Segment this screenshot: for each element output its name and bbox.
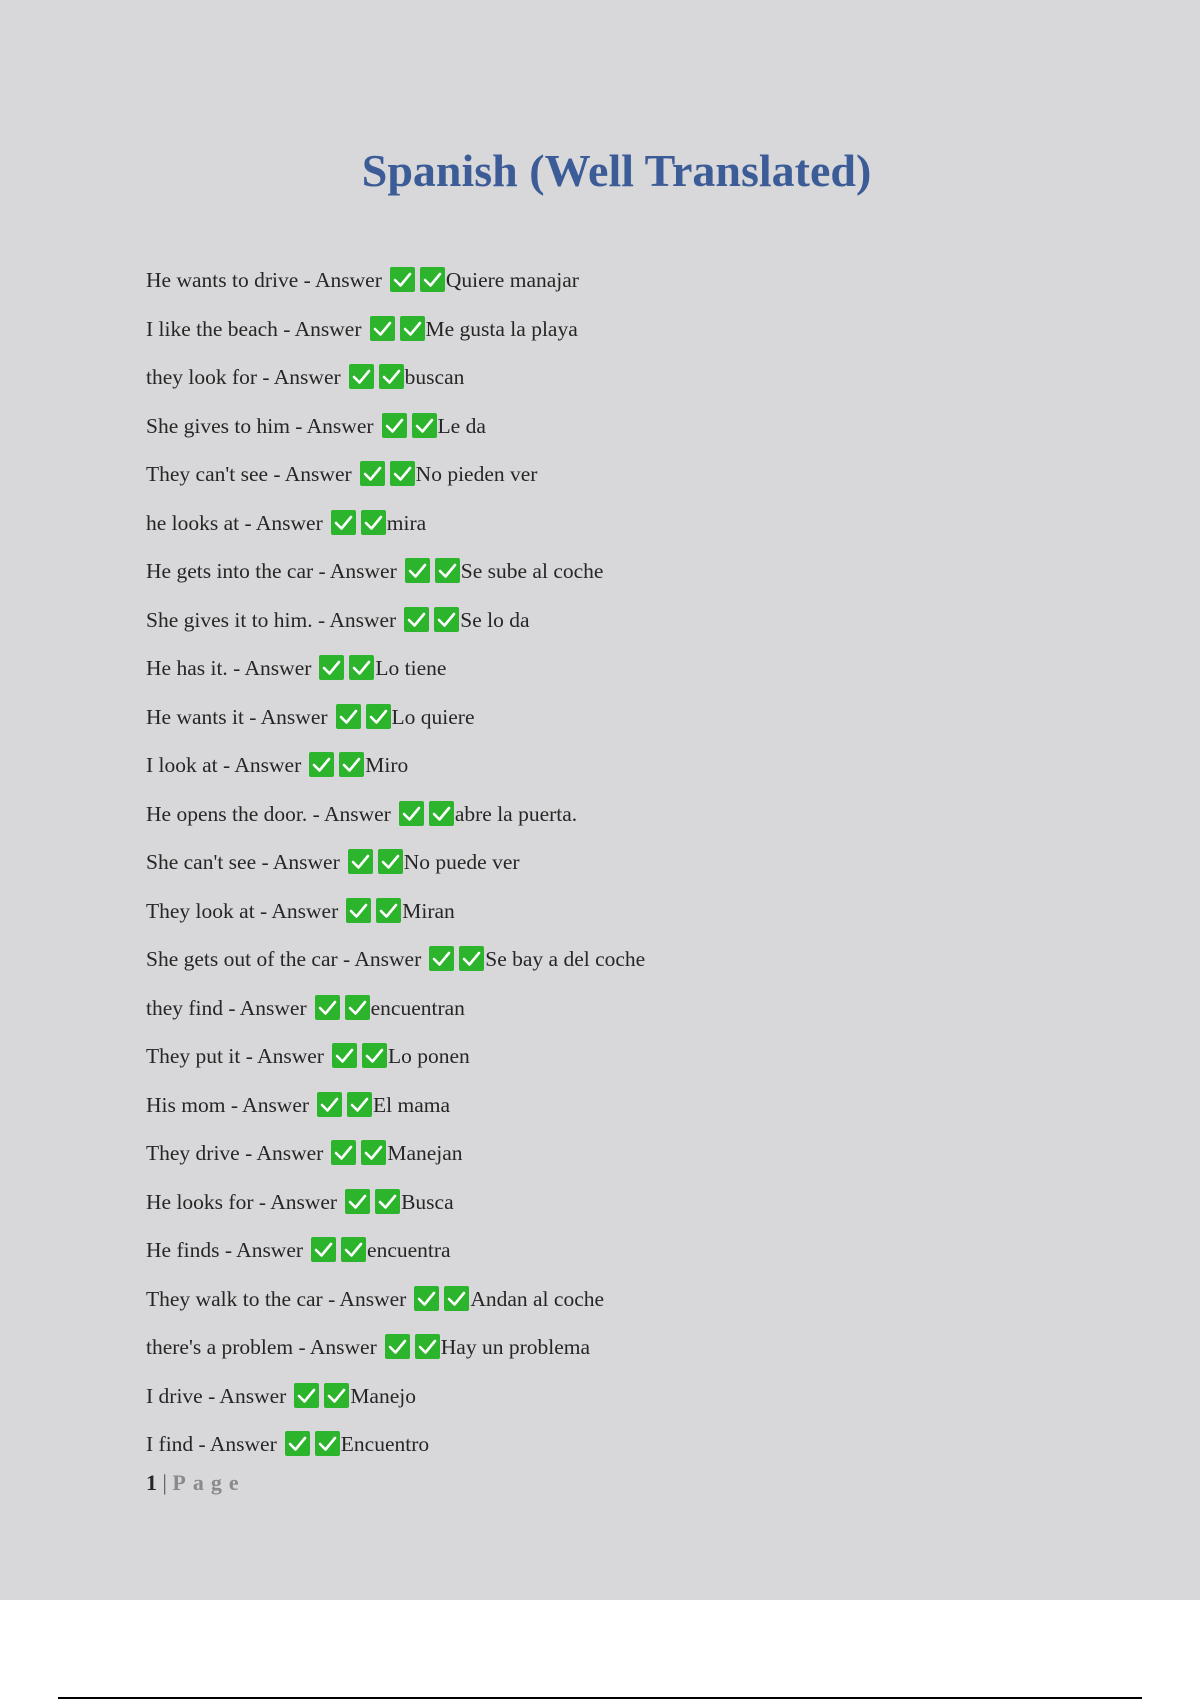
checkmark-icon [311, 1237, 336, 1262]
question-text: I drive - Answer [146, 1383, 287, 1408]
checkmark-icon [379, 364, 404, 389]
answer-text: Le da [437, 413, 486, 438]
checkmark-icon [434, 607, 459, 632]
answer-text: El mama [373, 1092, 451, 1117]
checkmark-icon [405, 558, 430, 583]
checkmark-icon [309, 752, 334, 777]
checkmark-icon [385, 1334, 410, 1359]
question-text: They look at - Answer [146, 898, 339, 923]
answer-text: encuentra [367, 1238, 451, 1262]
checkmark-icon [345, 1189, 370, 1214]
checkmark-icon [459, 946, 484, 971]
question-text: She can't see - Answer [146, 850, 340, 874]
list-item [146, 1232, 645, 1281]
checkmark-icon [324, 1383, 349, 1408]
question-text: He wants it - Answer [146, 704, 328, 729]
checkmark-icon [382, 413, 407, 438]
qa-list [146, 262, 645, 1475]
checkmark-icon [444, 1286, 469, 1311]
list-item [146, 505, 645, 554]
list-item [146, 747, 645, 796]
list-item [146, 553, 645, 602]
checkmark-icon [331, 510, 356, 535]
page-title: Spanish (Well Translated) [361, 145, 872, 196]
list-item [146, 456, 645, 505]
checkmark-icon [376, 898, 401, 923]
checkmark-icon [360, 461, 385, 486]
question-text: She gets out of the car - Answer [146, 947, 422, 971]
checkmark-icon [362, 1043, 387, 1068]
question-text: She gives to him - Answer [146, 413, 374, 438]
checkmark-icon [361, 1140, 386, 1165]
answer-text: Lo ponen [387, 1044, 470, 1068]
answer-text: Busca [401, 1189, 454, 1214]
checkmark-icon [349, 655, 374, 680]
list-item [146, 990, 645, 1039]
list-item [146, 699, 645, 748]
checkmark-icon [435, 558, 460, 583]
checkmark-icon [346, 898, 371, 923]
list-item [146, 602, 645, 651]
checkmark-icon [361, 510, 386, 535]
page-label: Page [172, 1470, 246, 1495]
checkmark-icon [370, 316, 395, 341]
answer-text: Hay un problema [440, 1335, 591, 1359]
checkmark-icon [317, 1092, 342, 1117]
question-text: he looks at - Answer [146, 510, 323, 535]
checkmark-icon [332, 1043, 357, 1068]
page-number: 1 [146, 1470, 157, 1495]
checkmark-icon [420, 267, 445, 292]
answer-text: Manejan [387, 1141, 463, 1165]
checkmark-icon [319, 655, 344, 680]
checkmark-icon [366, 704, 391, 729]
question-text: They put it - Answer [146, 1044, 324, 1068]
checkmark-icon [378, 849, 403, 874]
answer-text: Quiere manajar [445, 268, 579, 292]
checkmark-icon [341, 1237, 366, 1262]
list-item [146, 1281, 645, 1330]
question-text: I like the beach - Answer [146, 316, 362, 341]
answer-text: Lo quiere [391, 704, 475, 729]
checkmark-icon [404, 607, 429, 632]
answer-text: Se bay a del coche [485, 947, 646, 971]
answer-text: mira [386, 510, 427, 535]
checkmark-icon [348, 849, 373, 874]
question-text: His mom - Answer [146, 1092, 310, 1117]
question-text: He finds - Answer [146, 1238, 304, 1262]
list-item [146, 1135, 645, 1184]
checkmark-icon [390, 461, 415, 486]
question-text: I look at - Answer [146, 753, 302, 777]
checkmark-icon [331, 1140, 356, 1165]
answer-text: No pieden ver [415, 462, 538, 486]
list-item [146, 311, 645, 360]
answer-text: Encuentro [340, 1432, 430, 1456]
question-text: They drive - Answer [146, 1141, 324, 1165]
list-item [146, 941, 645, 990]
checkmark-icon [347, 1092, 372, 1117]
bottom-divider [58, 1697, 1142, 1699]
answer-text: Manejo [350, 1383, 416, 1408]
checkmark-icon [339, 752, 364, 777]
list-item [146, 1038, 645, 1087]
answer-text: Andan al coche [470, 1286, 605, 1311]
answer-text: abre la puerta. [454, 801, 578, 826]
question-text: they find - Answer [146, 995, 307, 1020]
checkmark-icon [429, 801, 454, 826]
list-item [146, 650, 645, 699]
answer-text: Lo tiene [375, 656, 447, 680]
checkmark-icon [390, 267, 415, 292]
answer-text: Se lo da [460, 607, 530, 632]
list-item [146, 408, 645, 457]
checkmark-icon [399, 801, 424, 826]
list-item [146, 893, 645, 942]
list-item [146, 844, 645, 893]
question-text: there's a problem - Answer [146, 1335, 377, 1359]
answer-text: Miran [402, 898, 455, 923]
question-text: He opens the door. - Answer [146, 801, 391, 826]
question-text: He has it. - Answer [146, 656, 312, 680]
list-item [146, 262, 645, 311]
checkmark-icon [345, 995, 370, 1020]
checkmark-icon [285, 1431, 310, 1456]
answer-text: buscan [404, 365, 465, 389]
question-text: He wants to drive - Answer [146, 268, 382, 292]
list-item [146, 1329, 645, 1378]
question-text: they look for - Answer [146, 365, 341, 389]
question-text: They can't see - Answer [146, 462, 352, 486]
checkmark-icon [415, 1334, 440, 1359]
answer-text: encuentran [370, 995, 465, 1020]
checkmark-icon [375, 1189, 400, 1214]
page-separator: | [162, 1470, 167, 1495]
checkmark-icon [400, 316, 425, 341]
answer-text: Miro [365, 753, 409, 777]
answer-text: No puede ver [403, 850, 520, 874]
list-item [146, 796, 645, 845]
answer-text: Se sube al coche [460, 559, 604, 583]
list-item [146, 1087, 645, 1136]
checkmark-icon [336, 704, 361, 729]
page-footer [146, 1468, 246, 1498]
question-text: She gives it to him. - Answer [146, 607, 397, 632]
checkmark-icon [315, 1431, 340, 1456]
list-item [146, 1378, 645, 1427]
checkmark-icon [414, 1286, 439, 1311]
checkmark-icon [429, 946, 454, 971]
checkmark-icon [315, 995, 340, 1020]
checkmark-icon [412, 413, 437, 438]
list-item [146, 359, 645, 408]
checkmark-icon [349, 364, 374, 389]
question-text: I find - Answer [146, 1432, 277, 1456]
question-text: They walk to the car - Answer [146, 1286, 407, 1311]
answer-text: Me gusta la playa [425, 316, 578, 341]
question-text: He looks for - Answer [146, 1189, 338, 1214]
checkmark-icon [294, 1383, 319, 1408]
question-text: He gets into the car - Answer [146, 559, 397, 583]
list-item [146, 1184, 645, 1233]
